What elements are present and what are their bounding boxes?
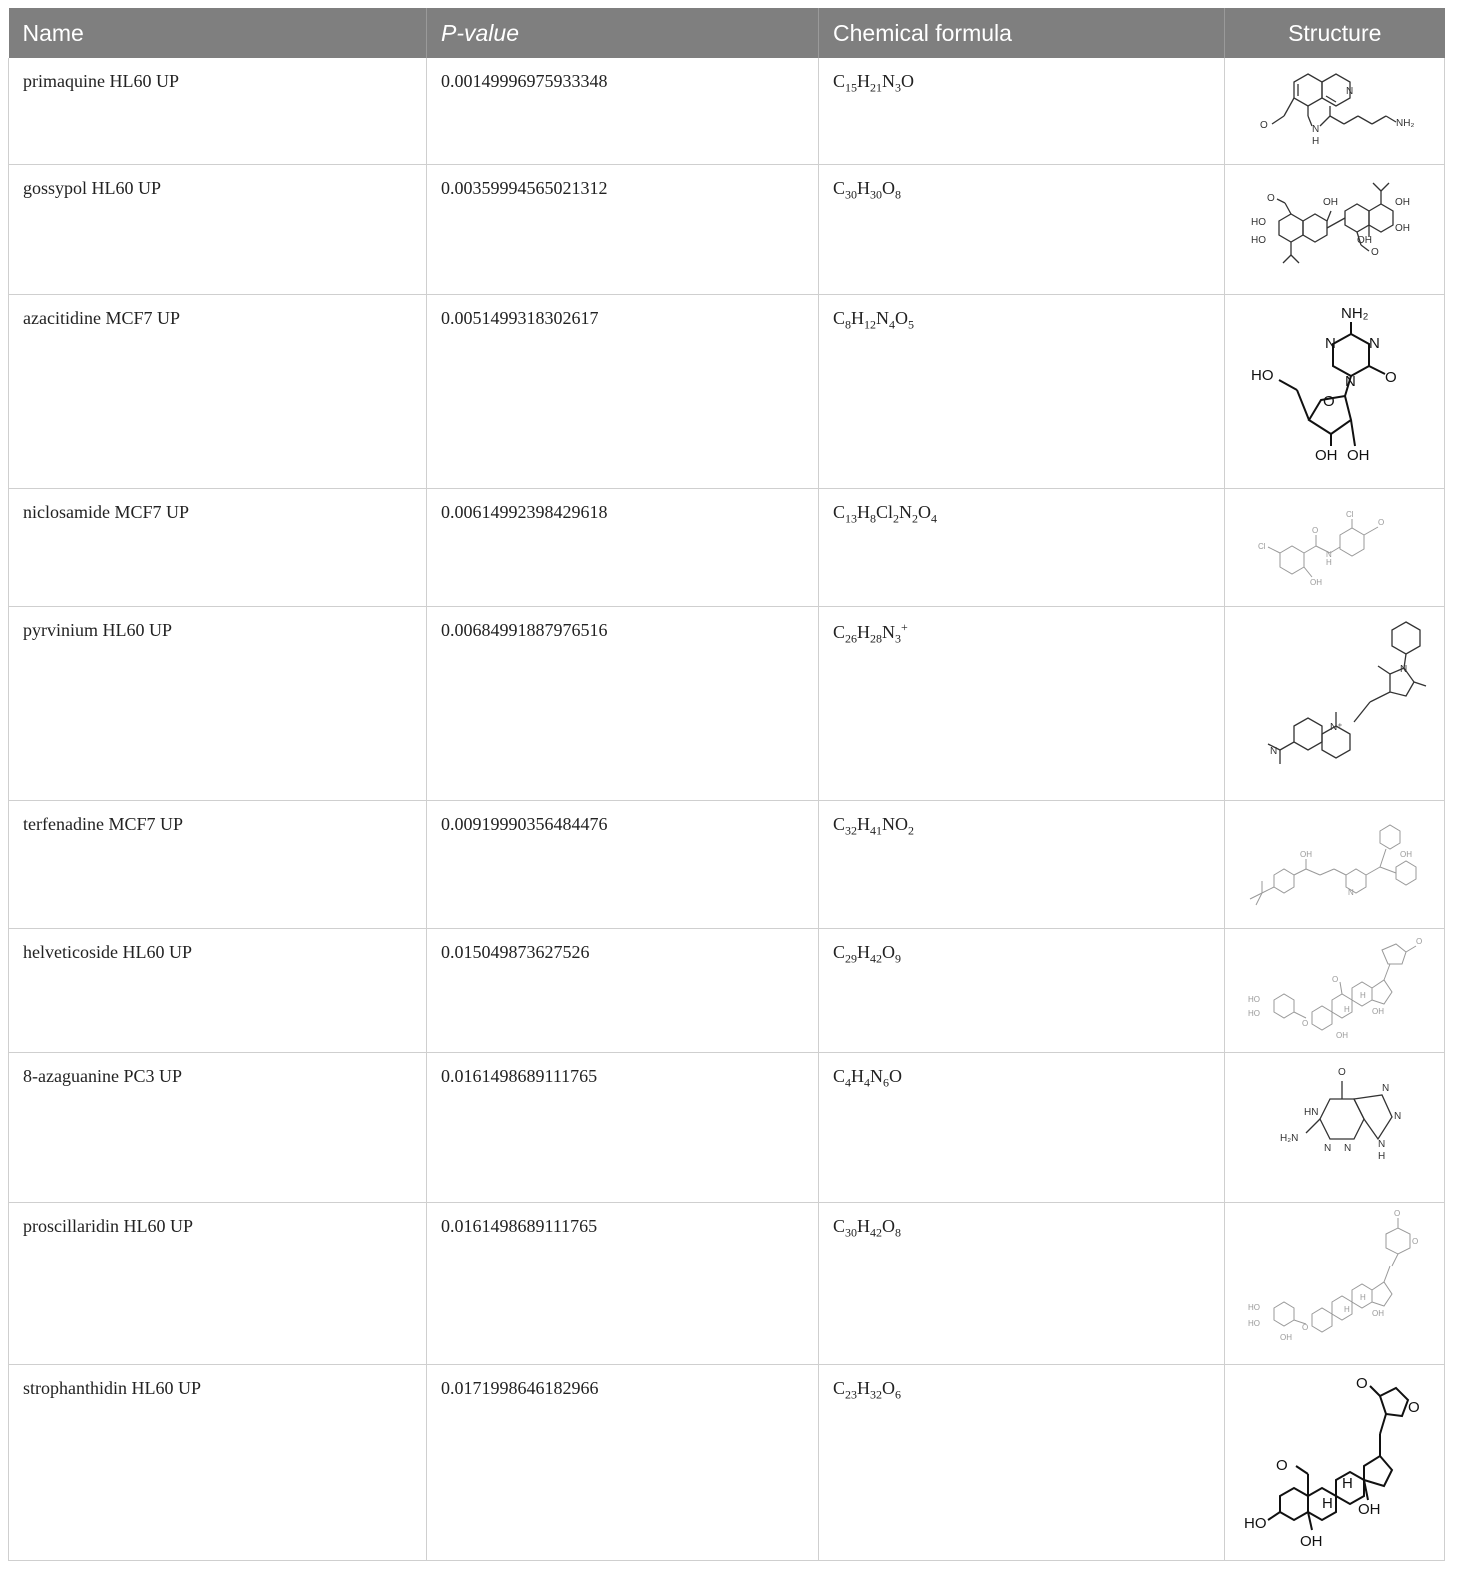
formula-subscript: 13: [845, 511, 858, 526]
azaguanine-n2-label: N: [1393, 1111, 1401, 1122]
formula-subscript: 42: [870, 951, 883, 966]
proscillaridin-o3-label: O: [1301, 1323, 1308, 1332]
formula-subscript: 8: [870, 511, 877, 526]
pyrvinium-n3-label: N: [1269, 746, 1277, 757]
table-row: [9, 1202, 1445, 1364]
formula-subscript: 4: [864, 1075, 871, 1090]
formula-element: O: [895, 307, 909, 328]
p-value: 0.00684991887976516: [427, 606, 819, 800]
header-formula: Chemical formula: [819, 8, 1225, 58]
formula-subscript: 6: [883, 1075, 890, 1090]
drug-name: gossypol HL60 UP: [9, 164, 427, 294]
niclosamide-o-label: O: [1311, 526, 1318, 535]
helveticoside-ho1-label: HO: [1247, 995, 1260, 1004]
azacitidine-n3-label: N: [1344, 373, 1356, 390]
azaguanine-o-label: O: [1337, 1067, 1346, 1078]
proscillaridin-ho2-label: HO: [1247, 1319, 1260, 1328]
pyrvinium-structure-image: [1240, 612, 1430, 794]
formula-subscript: 3: [895, 80, 902, 95]
formula-subscript: 30: [870, 187, 883, 202]
formula-element: Cl: [876, 501, 894, 522]
niclosamide-cl1-label: Cl: [1257, 542, 1266, 551]
structure-cell: [1225, 294, 1445, 488]
strophanthidin-o1-label: O: [1355, 1375, 1368, 1392]
formula-element: C: [833, 621, 846, 642]
formula-element: C: [833, 1377, 846, 1398]
proscillaridin-oh2-label: OH: [1279, 1333, 1292, 1342]
formula-subscript: 8: [895, 187, 902, 202]
gossypol-oh4-label: OH: [1394, 223, 1410, 234]
p-value: 0.00359994565021312: [427, 164, 819, 294]
formula-element: H: [857, 813, 871, 834]
p-value: 0.00149996975933348: [427, 58, 819, 164]
pyrvinium-nplus-label: N⁺: [1329, 722, 1342, 733]
formula-subscript: 15: [845, 80, 858, 95]
formula-subscript: 8: [895, 1225, 902, 1240]
chemical-formula: [819, 1202, 1225, 1364]
p-value: 0.0051499318302617: [427, 294, 819, 488]
gossypol-o1-label: O: [1266, 193, 1275, 204]
table-row: [9, 294, 1445, 488]
formula-subscript: 2: [893, 511, 900, 526]
formula-element: N: [876, 307, 890, 328]
strophanthidin-oh1-label: OH: [1357, 1501, 1380, 1518]
strophanthidin-h1-label: H: [1341, 1475, 1353, 1492]
formula-element: O: [889, 1065, 903, 1086]
primaquine-structure-image: [1250, 64, 1420, 158]
drug-name: azacitidine MCF7 UP: [9, 294, 427, 488]
azacitidine-n1-label: N: [1324, 335, 1336, 352]
formula-subscript: 5: [908, 317, 915, 332]
proscillaridin-h1-label: H: [1343, 1305, 1350, 1314]
strophanthidin-h2-label: H: [1321, 1495, 1333, 1512]
table-row: [9, 928, 1445, 1052]
drug-name: proscillaridin HL60 UP: [9, 1202, 427, 1364]
chemical-formula: [819, 800, 1225, 928]
proscillaridin-structure-image: [1240, 1208, 1430, 1358]
table-row: [9, 606, 1445, 800]
chemical-formula: [819, 164, 1225, 294]
drug-name: primaquine HL60 UP: [9, 58, 427, 164]
formula-element: H: [857, 1215, 871, 1236]
strophanthidin-o3-label: O: [1275, 1457, 1288, 1474]
structure-cell: [1225, 800, 1445, 928]
formula-element: H: [857, 71, 871, 91]
drug-name: helveticoside HL60 UP: [9, 928, 427, 1052]
drug-name: terfenadine MCF7 UP: [9, 800, 427, 928]
p-value: 0.00614992398429618: [427, 488, 819, 606]
chemical-formula: [819, 606, 1225, 800]
structure-cell: [1225, 928, 1445, 1052]
niclosamide-oh-label: OH: [1309, 578, 1322, 587]
formula-element: C: [833, 307, 846, 328]
azaguanine-n1-label: N: [1381, 1083, 1389, 1094]
header-pvalue: P-value: [427, 8, 819, 58]
niclosamide-o2-label: O: [1377, 518, 1384, 527]
formula-element: N: [882, 621, 896, 642]
primaquine-h-label: H: [1311, 135, 1319, 147]
chemical-formula: [819, 1364, 1225, 1560]
terfenadine-oh2-label: OH: [1399, 850, 1412, 859]
proscillaridin-oh-label: OH: [1371, 1309, 1384, 1318]
p-value: 0.0161498689111765: [427, 1052, 819, 1202]
formula-subscript: 4: [889, 317, 896, 332]
formula-subscript: 4: [931, 511, 938, 526]
formula-element: C: [833, 71, 846, 91]
drug-name: niclosamide MCF7 UP: [9, 488, 427, 606]
azacitidine-o-label: O: [1384, 369, 1397, 386]
table-row: [9, 1052, 1445, 1202]
helveticoside-o3-label: O: [1301, 1019, 1308, 1028]
formula-subscript: 28: [870, 631, 883, 646]
azaguanine-n5-label: N: [1323, 1143, 1331, 1154]
gossypol-oh1-label: OH: [1322, 197, 1338, 208]
formula-element: O: [882, 1215, 896, 1236]
formula-element: O: [882, 1377, 896, 1398]
table-row: [9, 58, 1445, 164]
structure-cell: [1225, 606, 1445, 800]
proscillaridin-h2-label: H: [1359, 1293, 1366, 1302]
azaguanine-nh-label: H: [1377, 1151, 1385, 1162]
formula-subscript: 26: [845, 631, 858, 646]
helveticoside-o2-label: O: [1331, 975, 1338, 984]
helveticoside-structure-image: [1240, 934, 1430, 1046]
primaquine-o-label: O: [1259, 119, 1268, 131]
terfenadine-oh1-label: OH: [1299, 850, 1312, 859]
azacitidine-oh1-label: OH: [1314, 447, 1337, 464]
formula-subscript: 12: [864, 317, 877, 332]
drug-name: strophanthidin HL60 UP: [9, 1364, 427, 1560]
table-row: [9, 164, 1445, 294]
table-row: [9, 800, 1445, 928]
chemical-formula: [819, 294, 1225, 488]
strophanthidin-structure-image: [1240, 1370, 1430, 1554]
strophanthidin-oh2-label: OH: [1299, 1533, 1322, 1550]
header-row: [9, 8, 1445, 58]
formula-subscript: 41: [870, 823, 883, 838]
formula-element: C: [833, 1215, 846, 1236]
pyrvinium-n2-label: N: [1399, 664, 1407, 675]
formula-subscript: 23: [845, 1387, 858, 1402]
formula-element: C: [833, 813, 846, 834]
azaguanine-hn-label: HN: [1303, 1107, 1318, 1118]
formula-element: O: [918, 501, 932, 522]
table-row: [9, 1364, 1445, 1560]
primaquine-n-label: N: [1345, 85, 1353, 97]
formula-subscript: 2: [908, 823, 915, 838]
niclosamide-cl2-label: Cl: [1345, 510, 1354, 519]
formula-element: C: [833, 501, 846, 522]
formula-element: H: [857, 501, 871, 522]
structure-cell: [1225, 1364, 1445, 1560]
helveticoside-h1-label: H: [1343, 1005, 1350, 1014]
proscillaridin-ho1-label: HO: [1247, 1303, 1260, 1312]
azaguanine-structure-image: [1240, 1059, 1430, 1195]
formula-subscript: 3: [895, 631, 902, 646]
formula-subscript: 32: [870, 1387, 883, 1402]
gossypol-ho2-label: HO: [1250, 235, 1266, 246]
formula-element: H: [857, 177, 871, 198]
proscillaridin-o1-label: O: [1393, 1209, 1400, 1218]
helveticoside-oh-label: OH: [1371, 1007, 1384, 1016]
niclosamide-structure-image: [1240, 497, 1430, 597]
formula-element: NO: [882, 813, 909, 834]
formula-element: H: [857, 621, 871, 642]
azacitidine-ring-o-label: O: [1322, 393, 1335, 410]
gossypol-ho1-label: HO: [1250, 217, 1266, 228]
helveticoside-o1-label: O: [1415, 937, 1422, 946]
formula-subscript: 32: [845, 823, 858, 838]
azacitidine-n2-label: N: [1368, 335, 1380, 352]
drug-name: pyrvinium HL60 UP: [9, 606, 427, 800]
proscillaridin-o2-label: O: [1411, 1237, 1418, 1246]
formula-subscript: 4: [845, 1075, 852, 1090]
formula-subscript: 9: [895, 951, 902, 966]
azacitidine-ho-label: HO: [1250, 367, 1273, 384]
formula-subscript: 8: [845, 317, 852, 332]
structure-cell: [1225, 58, 1445, 164]
formula-element: C: [833, 941, 846, 962]
formula-element: O: [882, 177, 896, 198]
azacitidine-oh2-label: OH: [1346, 447, 1369, 464]
header-structure: Structure: [1225, 8, 1445, 58]
formula-subscript: 21: [870, 80, 883, 95]
formula-element: N: [899, 501, 913, 522]
strophanthidin-o2-label: O: [1407, 1399, 1420, 1416]
gossypol-oh2-label: OH: [1356, 235, 1372, 246]
drug-name: 8-azaguanine PC3 UP: [9, 1052, 427, 1202]
p-value: 0.015049873627526: [427, 928, 819, 1052]
p-value: 0.00919990356484476: [427, 800, 819, 928]
formula-subscript: 30: [845, 1225, 858, 1240]
niclosamide-h-label: H: [1325, 558, 1332, 567]
chemical-formula: [819, 928, 1225, 1052]
formula-element: N: [870, 1065, 884, 1086]
formula-element: C: [833, 1065, 846, 1086]
helveticoside-ho2-label: HO: [1247, 1009, 1260, 1018]
azaguanine-n3-label: N: [1377, 1139, 1385, 1150]
primaquine-nh2-label: NH₂: [1395, 117, 1414, 129]
structure-cell: [1225, 488, 1445, 606]
formula-subscript: 2: [912, 511, 919, 526]
structure-cell: [1225, 1202, 1445, 1364]
table-row: [9, 488, 1445, 606]
formula-element: H: [851, 1065, 865, 1086]
formula-element: C: [833, 177, 846, 198]
drug-table: [8, 8, 1445, 1561]
chemical-formula: [819, 1052, 1225, 1202]
niclosamide-n-label: N: [1325, 550, 1332, 559]
primaquine-nh-label: N: [1311, 123, 1319, 135]
structure-cell: [1225, 164, 1445, 294]
structure-cell: [1225, 1052, 1445, 1202]
formula-element: N: [882, 71, 896, 91]
header-name: Name: [9, 8, 427, 58]
helveticoside-oh2-label: OH: [1335, 1031, 1348, 1040]
formula-element: H: [857, 1377, 871, 1398]
azaguanine-h2n-label: H₂N: [1279, 1133, 1298, 1144]
gossypol-o2-label: O: [1370, 247, 1379, 258]
formula-element: O: [901, 71, 915, 91]
formula-element: O: [882, 941, 896, 962]
helveticoside-h2-label: H: [1359, 991, 1366, 1000]
formula-subscript: 42: [870, 1225, 883, 1240]
azaguanine-n4-label: N: [1343, 1143, 1351, 1154]
gossypol-structure-image: [1245, 171, 1425, 287]
azacitidine-nh2-label: NH₂: [1340, 305, 1368, 322]
chemical-formula: [819, 58, 1225, 164]
formula-subscript: 30: [845, 187, 858, 202]
terfenadine-n-label: N: [1347, 888, 1354, 897]
formula-element: H: [857, 941, 871, 962]
p-value: 0.0171998646182966: [427, 1364, 819, 1560]
p-value: 0.0161498689111765: [427, 1202, 819, 1364]
strophanthidin-ho-label: HO: [1243, 1515, 1266, 1532]
formula-subscript: 6: [895, 1387, 902, 1402]
gossypol-oh3-label: OH: [1394, 197, 1410, 208]
azacitidine-structure-image: [1245, 300, 1425, 482]
chemical-formula: [819, 488, 1225, 606]
formula-subscript: 29: [845, 951, 858, 966]
terfenadine-structure-image: [1240, 809, 1430, 919]
formula-supscript: +: [901, 619, 908, 634]
formula-element: H: [851, 307, 865, 328]
